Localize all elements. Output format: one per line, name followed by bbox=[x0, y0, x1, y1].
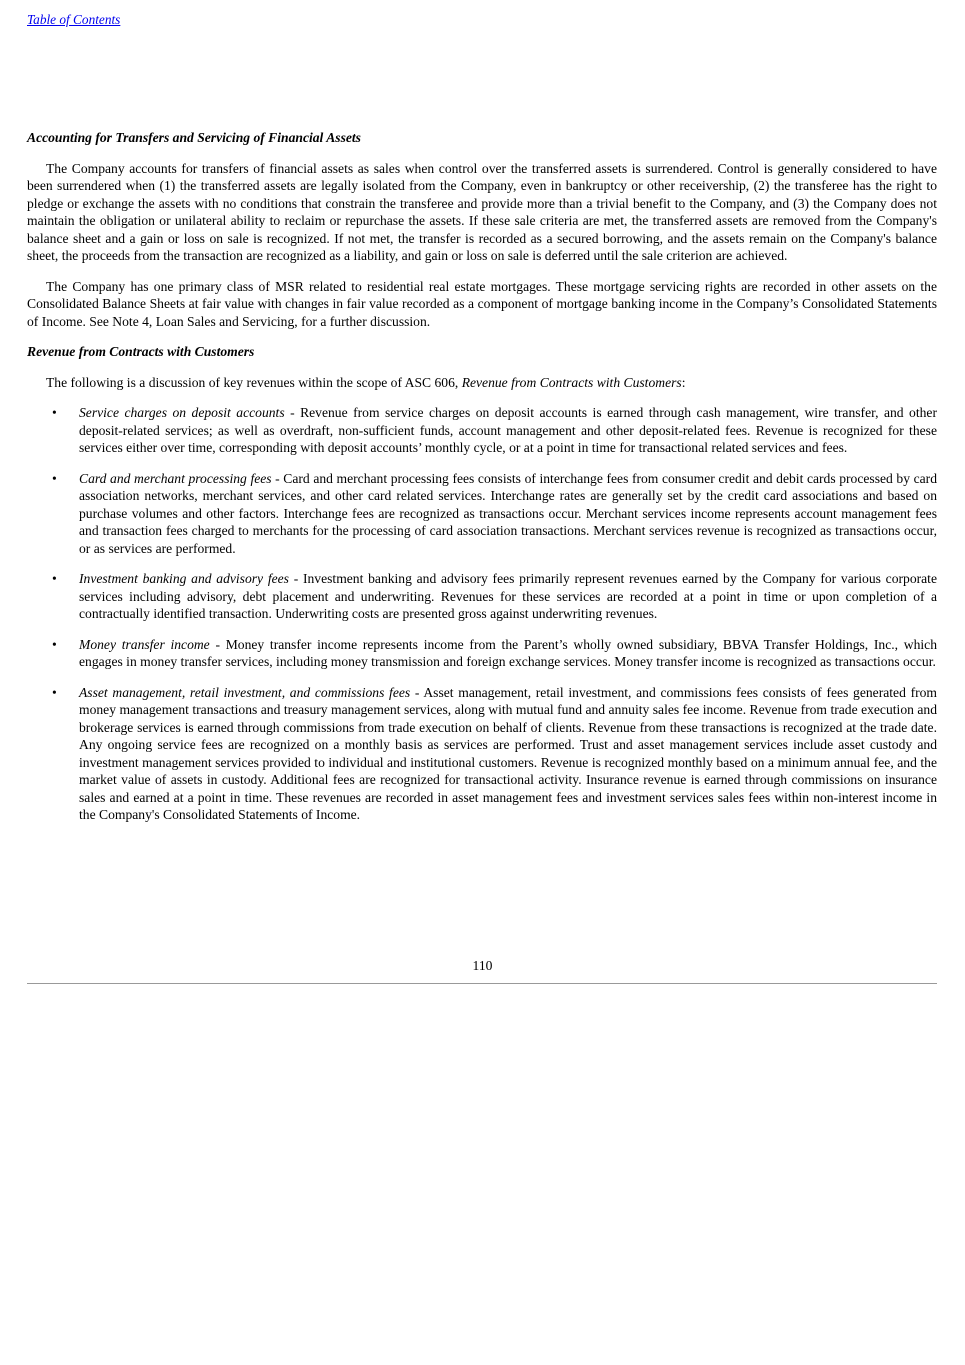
list-item-text: - Investment banking and advisory fees primarily represent revenues earned by the Company for various corporate services including advisory, debt placement and underwriting. Revenues for these services are recorded at a point in time or upon completion of a contractually identified transaction. Underwriting costs are presented gross against underwriting revenues. bbox=[79, 571, 937, 621]
list-item-term: Service charges on deposit accounts bbox=[79, 405, 285, 420]
list-item-term: Asset management, retail investment, and commissions fees bbox=[79, 684, 411, 700]
intro-italic: Revenue from Contracts with Customers bbox=[461, 374, 682, 390]
revenue-list bbox=[27, 404, 937, 824]
table-of-contents-link[interactable]: Table of Contents bbox=[27, 12, 121, 27]
list-item-term: Investment banking and advisory fees bbox=[79, 571, 289, 586]
list-item bbox=[27, 470, 937, 558]
list-item-term: Money transfer income bbox=[79, 636, 210, 652]
list-item bbox=[27, 570, 937, 623]
list-item-text: - Card and merchant processing fees consists of interchange fees from consumer credit and debit cards processed by card association networks, merchant services, and other card related services. Interchange rates are generally set by the credit card associations and based on purchase volumes and other factors. Interchange fees are recognized as transactions occur. Merchant services income represents account management fees and transaction fees charged to merchants for the processing of card association transactions. Merchant services revenue is recognized as transactions occur, or as services are performed. bbox=[79, 470, 937, 556]
intro-suffix: : bbox=[681, 374, 686, 390]
list-item bbox=[27, 684, 937, 824]
list-item-text: - Money transfer income represents income from the Parent’s wholly owned subsidiary, BBVA Transfer Holdings, Inc., which engages in money transfer services, including money transmission and foreign exchange services. Money transfer income is recognized as transactions occur. bbox=[79, 636, 937, 669]
section-heading-revenue: Revenue from Contracts with Customers bbox=[27, 344, 255, 359]
intro-prefix: The following is a discussion of key revenues within the scope of ASC 606, bbox=[46, 374, 462, 390]
bullet-icon: • bbox=[52, 636, 57, 652]
bullet-icon: • bbox=[52, 571, 57, 586]
paragraph-transfers-2: The Company has one primary class of MSR related to residential real estate mortgages. These mortgage servicing rights are recorded in other assets on the Consolidated Balance Sheets at fair value with changes in fair value recorded as a component of mortgage banking income in the Company’s Consolidated Statements of Income. See Note 4, Loan Sales and Servicing, for a further discussion. bbox=[27, 278, 937, 329]
document-body bbox=[27, 129, 937, 837]
bullet-icon: • bbox=[52, 684, 57, 700]
list-item-text: - Asset management, retail investment, and commissions fees consists of fees generated from money management transactions and treasury management services, along with mutual fund and annuity sales fee income. Revenue from trade execution and brokerage services is earned through commissions from trade execution on behalf of clients. Revenue from these transactions is recognized at the trade date. Any ongoing service fees are recognized on a monthly basis as services are performed. Trust and asset management services include asset custody and investment management services provided to individual and institutional customers. Revenue is recognized monthly based on a minimum annual fee, and the market value of assets in custody. Additional fees are recognized for transactional activity. Insurance revenue is earned through commissions on insurance sales and earned at a point in time. These revenues are recorded in asset management fees and investment services sales fees within non-interest income in the Company's Consolidated Statements of Income. bbox=[79, 684, 937, 822]
page-number: 110 bbox=[472, 958, 493, 973]
bullet-icon: • bbox=[52, 405, 57, 420]
paragraph-transfers-1: The Company accounts for transfers of financial assets as sales when control over the transferred assets is surrendered. Control is generally considered to have been surrendered when (1) the transferred assets are legally isolated from the Company, even in bankruptcy or other receivership, (2) the transferee has the right to pledge or exchange the assets with no conditions that constrain the transferee and provide more than a trivial benefit to the Company, and (3) the Company does not maintain the obligation or unilateral ability to reclaim or repurchase the assets. If these sale criteria are met, the transferred assets are removed from the Company's balance sheet and a gain or loss on sale is recognized. If not met, the transfer is recorded as a secured borrowing, and the assets remain on the Company's balance sheet, the proceeds from the transaction are recognized as a liability, and gain or loss on sale is deferred until the sale criterion are achieved. bbox=[27, 160, 937, 263]
section-heading-transfers: Accounting for Transfers and Servicing of Financial Assets bbox=[27, 130, 361, 145]
paragraph-revenue-intro bbox=[27, 374, 937, 392]
footer-divider bbox=[27, 983, 937, 984]
list-item bbox=[27, 636, 937, 671]
list-item bbox=[27, 404, 937, 457]
list-item-term: Card and merchant processing fees bbox=[79, 470, 272, 486]
bullet-icon: • bbox=[52, 470, 57, 486]
list-item-text: - Revenue from service charges on deposit accounts is earned through cash management, wire transfer, and other deposit-related services; as well as overdraft, non-sufficient funds, account management and other deposit-related fees. Revenue is recognized for these services either over time, corresponding with deposit accounts’ monthly cycle, or at a point in time for transactional related services and fees. bbox=[79, 405, 937, 455]
